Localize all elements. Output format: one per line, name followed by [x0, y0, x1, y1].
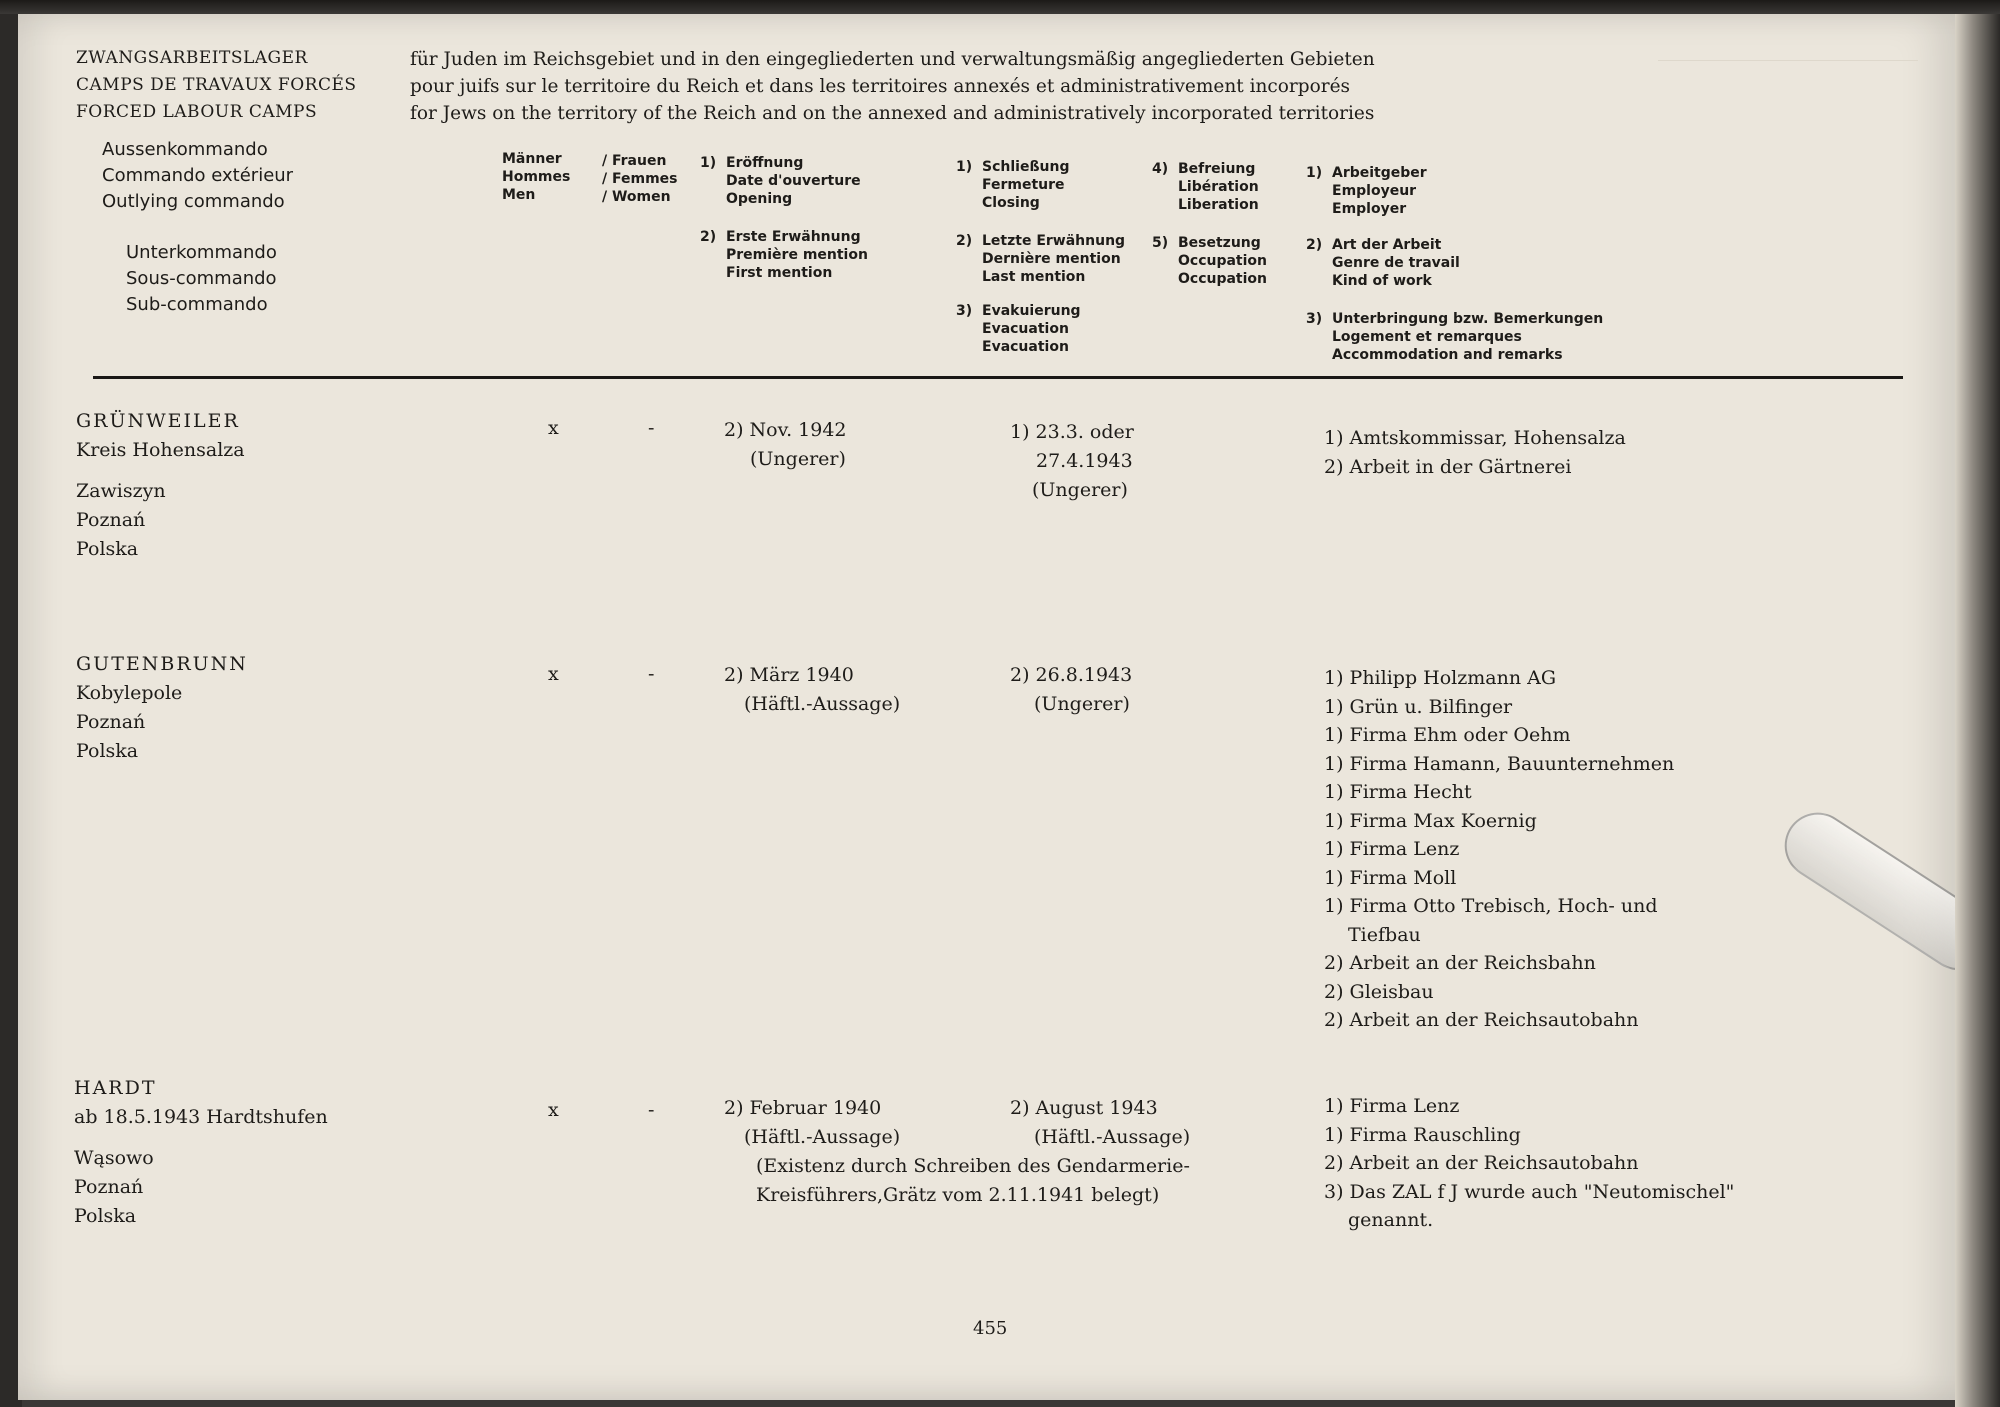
entry-hardt-location: HARDT ab 18.5.1943 Hardtshufen Wąsowo Poznań Polska [74, 1074, 328, 1231]
entry-grunweiler-men: x [548, 417, 559, 439]
col-accommodation: 3) Unterbringung bzw. Bemerkungen Logement et remarques Accommodation and remarks [1306, 311, 1604, 363]
entry-grunweiler-close: 1) 23.3. oder 27.4.1943 (Ungerer) [1010, 421, 1134, 501]
magnifier-glass [1772, 800, 1968, 983]
outlying-commando-label: Aussenkommando Commando extérieur Outlying commando [102, 139, 294, 212]
intro-text [410, 46, 1375, 127]
col-employer: 1) Arbeitgeber Employeur Employer [1306, 165, 1427, 217]
entry-grunweiler-location: GRÜNWEILER Kreis Hohensalza Zawiszyn Poznań Polska [76, 407, 245, 564]
camp-type-title [76, 45, 357, 126]
col-kind-of-work: 2) Art der Arbeit Genre de travail Kind of work [1306, 237, 1460, 289]
col-men: Männer Hommes Men [502, 151, 571, 203]
col-last-mention: 2) Letzte Erwähnung Dernière mention Last mention [956, 233, 1126, 285]
entry-hardt-women: - [648, 1099, 655, 1121]
entry-hardt-work: 1) Firma Lenz 1) Firma Rauschling 2) Arbeit an der Reichsautobahn 3) Das ZAL f J wurde auch "Neutomischel" genannt. [1324, 1095, 1735, 1231]
entry-grunweiler-women: - [648, 417, 655, 439]
entry-gutenbrunn-men: x [548, 663, 559, 685]
document-page [18, 10, 1968, 1400]
entry-grunweiler-open: 2) Nov. 1942 (Ungerer) [724, 419, 847, 470]
entry-name: GRÜNWEILER [76, 410, 240, 432]
col-occupation: 5) Besetzung Occupation Occupation [1152, 235, 1268, 287]
intro-de: für Juden im Reichsgebiet und in den eingegliederten und verwaltungsmäßig angegliederten Gebieten [410, 49, 1375, 70]
intro-en: for Jews on the territory of the Reich and on the annexed and administratively incorporated territories [410, 103, 1375, 124]
col-liberation: 4) Befreiung Libération Liberation [1152, 161, 1259, 213]
top-shadow [0, 0, 2000, 14]
title-en: FORCED LABOUR CAMPS [76, 102, 318, 122]
entry-gutenbrunn-close: 2) 26.8.1943 (Ungerer) [1010, 664, 1133, 715]
entry-name: HARDT [74, 1077, 157, 1099]
entry-gutenbrunn-women: - [648, 663, 655, 685]
col-closing: 1) Schließung Fermeture Closing [956, 159, 1070, 211]
entry-name: GUTENBRUNN [76, 653, 248, 675]
entry-grunweiler-work: 1) Amtskommissar, Hohensalza 2) Arbeit in der Gärtnerei [1324, 427, 1626, 478]
header-rule [93, 376, 1903, 379]
page-edge [1955, 0, 2000, 1407]
bleed-through [1658, 60, 1918, 121]
entry-hardt-open: 2) Februar 1940 (Häftl.-Aussage) [724, 1097, 901, 1148]
entry-hardt-close: 2) August 1943 (Häftl.-Aussage) [1010, 1097, 1191, 1148]
entry-hardt-men: x [548, 1099, 559, 1121]
entry-hardt-note: (Existenz durch Schreiben des Gendarmerie- Kreisführers,Grätz vom 2.11.1941 belegt) [756, 1155, 1190, 1206]
page-number: 455 [973, 1318, 1008, 1339]
intro-fr: pour juifs sur le territoire du Reich et dans les territoires annexés et administrativement incorporés [410, 76, 1351, 97]
col-evacuation: 3) Evakuierung Evacuation Evacuation [956, 303, 1081, 355]
title-de: ZWANGSARBEITSLAGER [76, 48, 308, 68]
sub-commando-label: Unterkommando Sous-commando Sub-commando [126, 242, 277, 315]
entry-gutenbrunn-open: 2) März 1940 (Häftl.-Aussage) [724, 664, 901, 715]
col-opening: 1) Eröffnung Date d'ouverture Opening [700, 155, 861, 207]
entry-gutenbrunn-location: GUTENBRUNN Kobylepole Poznań Polska [76, 650, 248, 766]
entry-gutenbrunn-work: 1) Philipp Holzmann AG 1) Grün u. Bilfinger 1) Firma Ehm oder Oehm 1) Firma Hamann, Bauunternehmen 1) Firma Hecht 1) Firma Max Koernig 1) Firma Lenz 1) Firma Moll 1) Firma Otto Trebisch, Hoch- und Tiefbau 2) Arbeit an der Reichsbahn 2) Gleisbau 2) Arbeit an der Reichsautobahn [1324, 667, 1675, 1031]
col-first-mention: 2) Erste Erwähnung Première mention First mention [700, 229, 868, 281]
col-women: / Frauen / Femmes / Women [602, 153, 678, 205]
title-fr: CAMPS DE TRAVAUX FORCÉS [76, 75, 357, 95]
